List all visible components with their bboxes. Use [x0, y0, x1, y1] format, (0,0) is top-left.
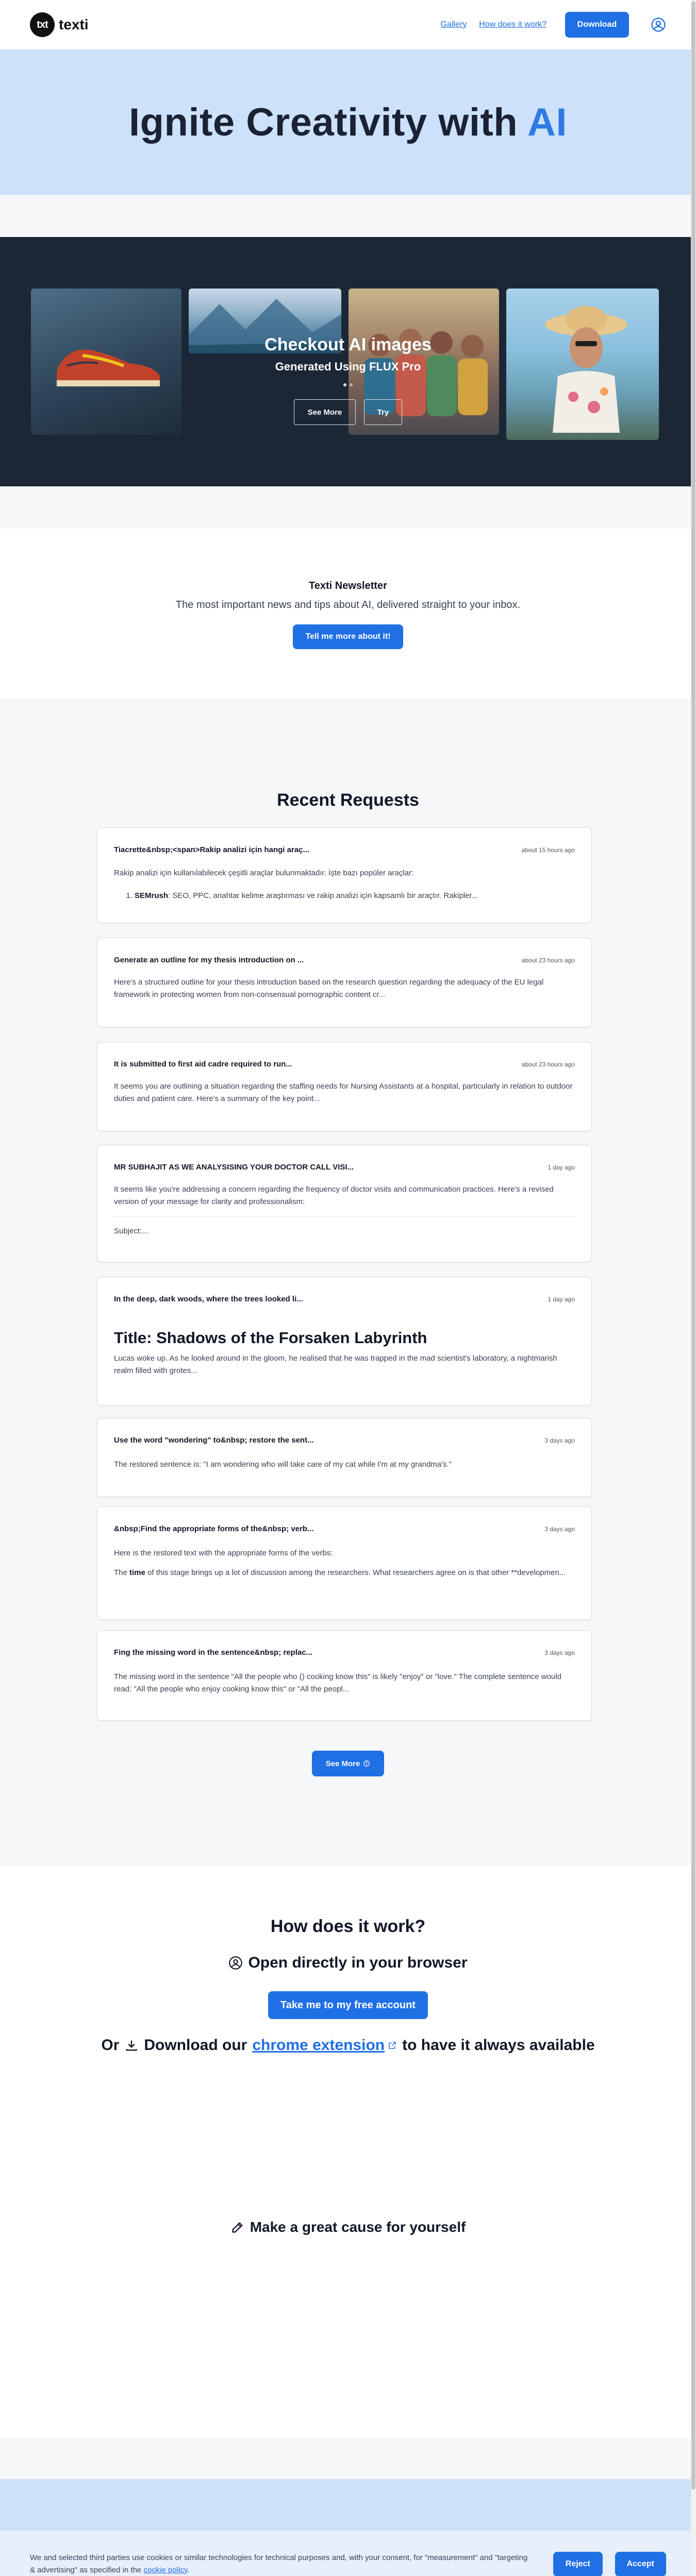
download-extension-row [0, 2037, 696, 2054]
request-card-title: Fing the missing word in the sentence&nbsp; replac... [114, 1648, 313, 1657]
pencil-icon [230, 2220, 245, 2234]
request-card-title: MR SUBHAJIT AS WE ANALYSISING YOUR DOCTOR CALL VISI... [114, 1163, 354, 1172]
request-card-body: The restored sentence is: "I am wondering who will take care of my cat while I'm at my grandma's." [114, 1460, 452, 1469]
request-card-time: 3 days ago [544, 1649, 575, 1656]
request-card-text: Lucas woke up. As he looked around in the gloom, he realised that he was trapped in the mad scientist's laboratory, a nightmarish realm filled with grotes... [114, 1354, 557, 1375]
gallery-see-more-button[interactable]: See More [294, 399, 356, 425]
newsletter-description: The most important news and tips about AI, delivered straight to your inbox. [175, 599, 521, 611]
text-2-bold: time [129, 1568, 145, 1577]
hero-title [129, 100, 567, 145]
user-circle-icon [228, 1956, 243, 1970]
cookie-message: We and selected third parties use cookies or similar technologies for technical purposes and, with your consent, for "measurement" and "targeting & advertising" as specified in the [30, 2553, 528, 2574]
site-header [0, 0, 696, 49]
see-more-requests-button[interactable] [312, 1751, 384, 1776]
request-card-body [114, 1547, 575, 1579]
request-card-time: about 23 hours ago [521, 957, 575, 964]
main-nav [441, 12, 666, 38]
logo-text: texti [59, 16, 89, 32]
text-2-pre: The [114, 1568, 130, 1577]
how-it-works-section [0, 1866, 696, 2438]
see-more-label: See More [325, 1759, 360, 1768]
list-item-text: : SEO, PPC, anahtar kelime araştırması ve rakip analizi için kapsamlı bir araçtır. Rakipler... [168, 891, 478, 900]
newsletter-button[interactable]: Tell me more about it! [293, 624, 403, 649]
newsletter-section [0, 529, 696, 699]
gallery-buttons [0, 399, 696, 425]
request-card-list [135, 890, 575, 902]
request-card-body: It seems you are outlining a situation regarding the staffing needs for Nursing Assistants at a hospital, particularly in relation to outdoor duties and patient care. Here's a summary of the key point... [114, 1082, 573, 1103]
gallery-title: Checkout AI images [264, 335, 432, 354]
request-card-body [114, 867, 575, 902]
open-browser-text: Open directly in your browser [248, 1954, 468, 1971]
request-card[interactable] [97, 1145, 592, 1262]
carousel-dots-icon[interactable] [338, 381, 358, 388]
cookie-text-end: . [187, 2565, 190, 2574]
cookie-text [30, 2552, 533, 2576]
request-card-body: Here's a structured outline for your thesis introduction based on the research question regarding the adequacy of the EU legal framework in protecting women from non-consensual pornographic content cr... [114, 978, 544, 999]
nav-link-gallery[interactable]: Gallery [440, 20, 467, 29]
open-browser-row [0, 1954, 696, 1972]
hero-title-accent: AI [527, 100, 568, 144]
request-card-body: The missing word in the sentence "All the people who () cooking know this" is likely "enjoy" or "love." The complete sentence would read: "All the people who enjoy cooking know this" or "All the peopl... [114, 1672, 561, 1693]
request-card[interactable] [97, 938, 592, 1027]
logo[interactable] [30, 12, 89, 37]
request-card-title: &nbsp;Find the appropriate forms of the&nbsp; verb... [114, 1524, 314, 1533]
request-card-heading: Title: Shadows of the Forsaken Labyrinth [114, 1329, 427, 1347]
gallery-subtitle: Generated Using FLUX Pro [275, 360, 421, 373]
hero-banner [0, 49, 696, 195]
request-card[interactable] [97, 1506, 592, 1620]
gallery-section [0, 237, 696, 486]
request-card-time: 1 day ago [548, 1296, 575, 1303]
list-item-bold: SEMrush [135, 891, 169, 900]
request-card-time: 3 days ago [544, 1437, 575, 1444]
nav-link-how-it-works[interactable]: How does it work? [479, 20, 546, 29]
request-card-title: Use the word "wondering" to&nbsp; restore the sent... [114, 1436, 314, 1445]
request-card-text: Here is the restored text with the appropriate forms of the verbs: [114, 1549, 333, 1557]
request-card-time: about 15 hours ago [521, 846, 575, 854]
request-card-time: 1 day ago [548, 1164, 575, 1171]
newsletter-title: Texti Newsletter [309, 580, 387, 591]
request-card-title: Generate an outline for my thesis introduction on ... [114, 956, 304, 964]
download-button[interactable]: Download [565, 12, 629, 38]
great-cause-row [0, 2219, 696, 2235]
request-card[interactable] [97, 1630, 592, 1721]
request-card-title: It is submitted to first aid cadre required to run... [114, 1060, 292, 1069]
logo-mark: txt [30, 12, 55, 37]
request-card[interactable] [97, 1418, 592, 1497]
request-card-divider [114, 1216, 575, 1217]
request-card-title: In the deep, dark woods, where the trees looked li... [114, 1295, 303, 1303]
request-card-title: Tiacrette&nbsp;<span>Rakip analizi için hangi araç... [114, 845, 310, 854]
user-circle-icon[interactable] [651, 17, 666, 32]
gallery-try-button[interactable]: Try [364, 399, 402, 425]
request-card-text-2 [114, 1567, 575, 1579]
how-title: How does it work? [270, 1917, 426, 1936]
see-more-wrap [0, 1751, 696, 1776]
chrome-extension-label: chrome extension [252, 2037, 385, 2054]
request-card-time: about 23 hours ago [521, 1061, 575, 1068]
external-link-icon [388, 2041, 397, 2050]
great-cause-text: Make a great cause for yourself [250, 2219, 466, 2235]
free-account-button[interactable]: Take me to my free account [268, 1991, 428, 2019]
request-card-list-item [135, 890, 575, 902]
request-card-time: 3 days ago [544, 1526, 575, 1533]
request-card-text: It seems like you're addressing a concern regarding the frequency of doctor visits and communication practices. Here's a revised version of your message for clarity and professionalism: [114, 1185, 554, 1206]
cookie-accept-button[interactable]: Accept [615, 2552, 666, 2576]
request-card[interactable] [97, 1277, 592, 1405]
request-card[interactable] [97, 827, 592, 923]
cookie-reject-button[interactable]: Reject [553, 2552, 603, 2576]
download-text: Download our [144, 2037, 247, 2054]
info-circle-icon [363, 1760, 370, 1767]
page-scrollbar[interactable] [691, 0, 696, 2576]
request-card-body [114, 1328, 575, 1377]
recent-requests-section [0, 699, 696, 1866]
request-card[interactable] [97, 1042, 592, 1131]
chrome-extension-link[interactable] [252, 2037, 397, 2054]
gallery-overlay [0, 335, 696, 374]
download-prefix: Or [101, 2037, 120, 2054]
recent-requests-title: Recent Requests [277, 790, 419, 810]
request-card-intro: Rakip analizi için kullanılabilecek çeşitli araçlar bulunmaktadır. İşte bazı popüler araçlar: [114, 869, 414, 877]
text-2-post: of this stage brings up a lot of discussion among the researchers. What researchers agree on is that other **developmen... [145, 1568, 566, 1577]
hero-title-main: Ignite Creativity with [128, 100, 518, 144]
download-icon [124, 2038, 139, 2053]
cookie-policy-link[interactable]: cookie policy [143, 2565, 188, 2574]
request-card-text-after: Subject:... [114, 1227, 148, 1235]
cookie-banner [0, 2531, 696, 2576]
request-card-body [114, 1183, 575, 1238]
download-suffix: to have it always available [402, 2037, 595, 2054]
scrollbar-thumb[interactable] [691, 1, 695, 2489]
